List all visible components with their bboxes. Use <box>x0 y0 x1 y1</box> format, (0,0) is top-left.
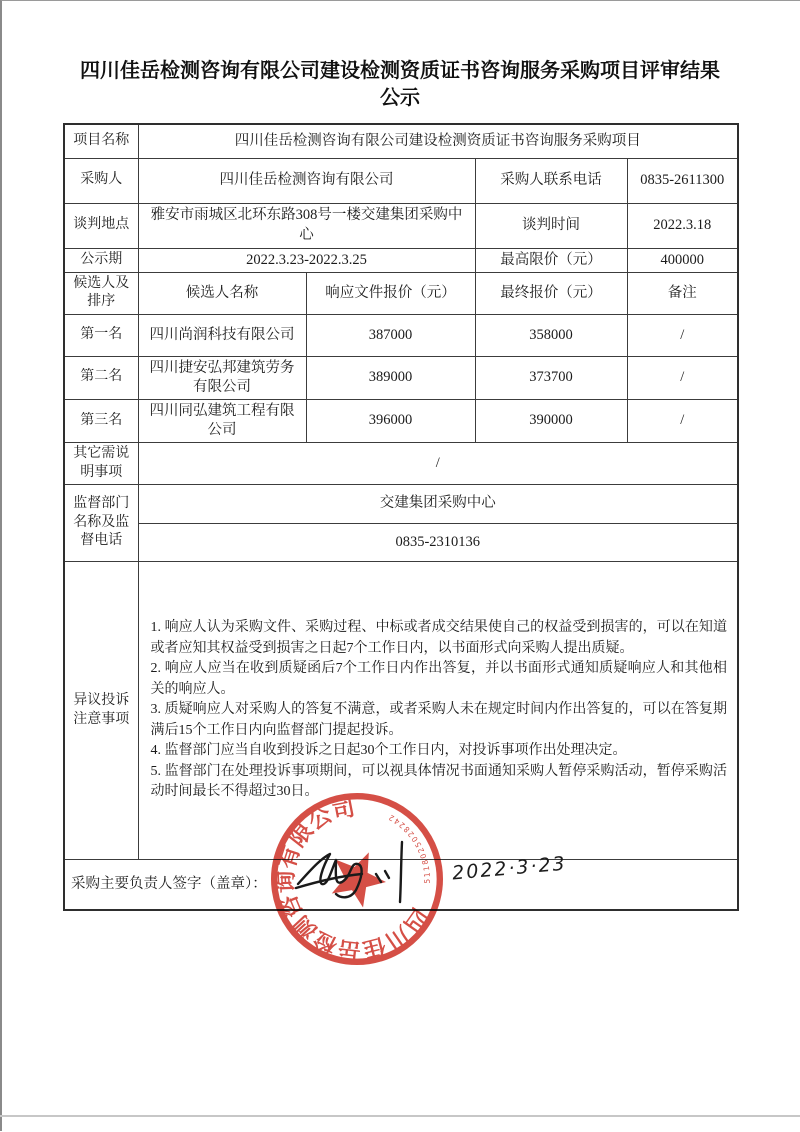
candidate-row <box>64 399 738 442</box>
supervisor-label: 监督部门名称及监督电话 <box>64 485 138 562</box>
project-name-label: 项目名称 <box>64 124 138 158</box>
final-price-header: 最终报价（元） <box>475 272 627 314</box>
objection-item: 4. 监督部门应当自收到投诉之日起30个工作日内，对投诉事项作出处理决定。 <box>150 743 627 759</box>
candidate-name: 四川尚润科技有限公司 <box>138 314 306 356</box>
purchaser-label: 采购人 <box>64 158 138 203</box>
table-row <box>64 443 738 485</box>
objection-item: 5. 监督部门在处理投诉事项期间，可以视具体情况书面通知采购人暂停采购活动，暂停采购活动时间最长不得超过30日。 <box>150 763 727 800</box>
purchaser-value: 四川佳岳检测咨询有限公司 <box>138 158 475 203</box>
table-row <box>64 124 738 158</box>
candidate-name: 四川同弘建筑工程有限公司 <box>138 399 306 442</box>
signature-row <box>64 860 738 910</box>
candidate-remark: / <box>627 314 738 356</box>
candidate-bid: 389000 <box>306 356 475 399</box>
page-bottom-edge <box>0 1115 800 1117</box>
candidates-label: 候选人及排序 <box>64 272 138 314</box>
seal-company-name: 四川佳岳检测咨询有限公司 <box>271 793 433 965</box>
table-row <box>64 524 738 562</box>
table-row <box>64 248 738 272</box>
candidate-rank: 第一名 <box>64 314 138 356</box>
candidate-name: 四川捷安弘邦建筑劳务有限公司 <box>138 356 306 399</box>
candidate-row <box>64 314 738 356</box>
table-header-row <box>64 272 738 314</box>
review-result-table <box>63 123 739 911</box>
supervisor-phone-value: 0835-2310136 <box>138 524 738 562</box>
time-value: 2022.3.18 <box>627 203 738 248</box>
signature-date: 2022·3·23 <box>451 852 568 885</box>
purchaser-phone-label: 采购人联系电话 <box>475 158 627 203</box>
candidate-name-header: 候选人名称 <box>138 272 306 314</box>
objection-item: 2. 响应人应当在收到质疑函后7个工作日内作出答复，并以书面形式通知质疑响应人和其他相关的响应人。 <box>150 661 727 697</box>
objection-label: 异议投诉注意事项 <box>64 562 138 860</box>
table-row <box>64 158 738 203</box>
supervisor-name-value: 交建集团采购中心 <box>138 485 738 524</box>
objection-item: 1. 响应人认为采购文件、采购过程、中标或者成交结果使自己的权益受到损害的，可以在知道或者应知其权益受到损害之日起7个工作日内，以书面形式向采购人提出质疑。 <box>150 620 727 656</box>
objection-item: 3. 质疑响应人对采购人的答复不满意，或者采购人未在规定时间内作出答复的，可以在答复期满后15个工作日内向监督部门提起投诉。 <box>150 702 727 738</box>
max-price-value: 400000 <box>627 248 738 272</box>
publicity-value: 2022.3.23-2022.3.25 <box>138 248 475 272</box>
candidate-bid: 396000 <box>306 399 475 442</box>
time-label: 谈判时间 <box>475 203 627 248</box>
bid-price-header: 响应文件报价（元） <box>306 272 475 314</box>
candidate-remark: / <box>627 399 738 442</box>
venue-value: 雅安市雨城区北环东路308号一楼交建集团采购中心 <box>138 203 475 248</box>
page-title: 四川佳岳检测咨询有限公司建设检测资质证书咨询服务采购项目评审结果公示 <box>80 60 720 109</box>
objection-notes-cell <box>138 562 738 860</box>
publicity-label: 公示期 <box>64 248 138 272</box>
project-name-value: 四川佳岳检测咨询有限公司建设检测资质证书咨询服务采购项目 <box>138 124 738 158</box>
table-row <box>64 203 738 248</box>
table-row <box>64 485 738 524</box>
candidate-rank: 第三名 <box>64 399 138 442</box>
candidate-bid: 387000 <box>306 314 475 356</box>
max-price-label: 最高限价（元） <box>475 248 627 272</box>
candidate-final: 358000 <box>475 314 627 356</box>
candidate-final: 390000 <box>475 399 627 442</box>
candidate-rank: 第二名 <box>64 356 138 399</box>
candidate-row <box>64 356 738 399</box>
other-notes-label: 其它需说明事项 <box>64 443 138 485</box>
table-row <box>64 562 738 860</box>
other-notes-value: / <box>138 443 738 485</box>
candidate-remark: / <box>627 356 738 399</box>
purchaser-phone-value: 0835-2611300 <box>627 158 738 203</box>
candidate-final: 373700 <box>475 356 627 399</box>
signature-label: 采购主要负责人签字（盖章）： <box>64 860 738 910</box>
venue-label: 谈判地点 <box>64 203 138 248</box>
remark-header: 备注 <box>627 272 738 314</box>
seal-serial-number: 5118025028242 <box>385 811 432 884</box>
